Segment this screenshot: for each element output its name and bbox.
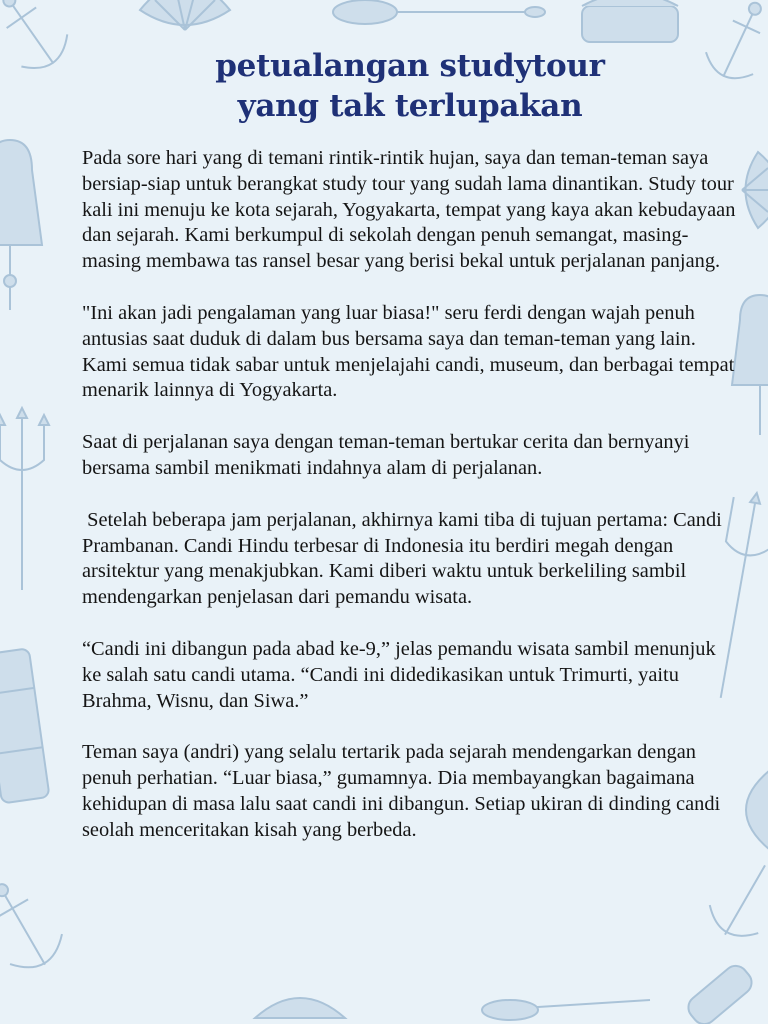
seashell-icon xyxy=(742,152,768,228)
story-page xyxy=(82,46,741,870)
story-title-line-1: petualangan studytour xyxy=(215,48,605,84)
story-paragraph: "Ini akan jadi pengalaman yang luar biasa!" seru ferdi dengan wajah penuh antusias saat duduk di dalam bus bersama saya dan teman-teman yang lain. Kami semua tidak sabar untuk menjelajahi candi, museum, dan berbagai tempat menarik lainnya di Yogyakarta. xyxy=(82,301,740,402)
boat-oar-icon xyxy=(482,1000,650,1020)
seashell-icon xyxy=(255,998,345,1018)
seashell-icon xyxy=(140,0,230,30)
story-title xyxy=(82,46,738,126)
anchor-icon xyxy=(0,870,71,980)
anchor-icon xyxy=(0,0,76,79)
treasure-chest-icon xyxy=(582,0,678,42)
story-paragraph: Saat di perjalanan saya dengan teman-teman bertukar cerita dan bernyanyi bersama sambil menikmati indahnya alam di perjalanan. xyxy=(82,431,695,479)
story-paragraph: Pada sore hari yang di temani rintik-rintik hujan, saya dan teman-teman saya bersiap-siap untuk berangkat study tour yang sudah lama dinantikan. Study tour kali ini menuju ke kota sejarah, Yogyakarta, tempat yang kaya akan kebudayaan dan sejarah. Kami berkumpul di sekolah dengan penuh semangat, masing-masing membawa tas ransel besar yang berisi bekal untuk perjalanan panjang. xyxy=(82,147,741,273)
story-paragraph: “Candi ini dibangun pada abad ke-9,” jelas pemandu wisata sambil menunjuk ke salah satu candi utama. “Candi ini didedikasikan untuk Trimurti, yaitu Brahma, Wisnu, dan Siwa.” xyxy=(82,637,721,712)
story-paragraph: Setelah beberapa jam perjalanan, akhirnya kami tiba di tujuan pertama: Candi Prambanan. Candi Hindu terbesar di Indonesia itu berdiri megah dengan arsitektur yang menakjubkan. Kami diberi waktu untuk berkeliling sambil mendengarkan penjelasan dari pemandu wisata. xyxy=(82,508,727,609)
story-paragraph: Teman saya (andri) yang selalu tertarik pada sejarah mendengarkan dengan penuh perhatian. “Luar biasa,” gumamnya. Dia membayangkan bagaimana kehidupan di masa lalu saat candi ini dibangun. Setiap ukiran di dinding candi seolah menceritakan kisah yang berbeda. xyxy=(82,741,726,841)
bell-icon xyxy=(0,140,42,310)
story-body xyxy=(82,146,741,844)
trident-icon xyxy=(0,408,49,590)
spyglass-icon xyxy=(684,961,757,1024)
boat-oar-icon xyxy=(333,0,545,24)
seashell-icon xyxy=(746,770,768,850)
spyglass-icon xyxy=(0,648,50,803)
story-title-line-2: yang tak terlupakan xyxy=(237,88,583,124)
